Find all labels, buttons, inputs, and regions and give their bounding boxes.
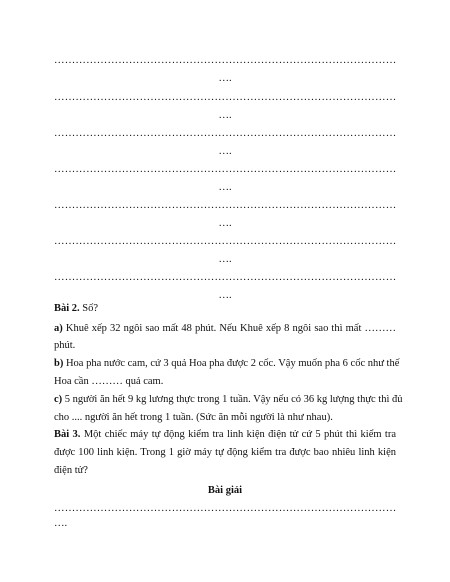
answer-line-4: …………………………………………………………………………………… xyxy=(54,164,396,175)
answer-line-2-cont: …. xyxy=(218,110,232,121)
bai2-c-text: 5 người ăn hết 9 kg lương thực trong 1 tuần. Vậy nếu có 36 kg lượng thực thì đủ xyxy=(64,394,403,405)
bai2-b-label: b) xyxy=(54,358,64,369)
bai2-c-line1 xyxy=(54,393,403,407)
answer-line-7: …………………………………………………………………………………… xyxy=(54,272,396,283)
bai2-a-line2: phút. xyxy=(54,340,76,351)
bai2-c-label: c) xyxy=(54,394,63,405)
answer-line-4-cont: …. xyxy=(218,182,232,193)
answer-line-6: …………………………………………………………………………………… xyxy=(54,236,396,247)
answer-line-1: …………………………………………………………………………………… xyxy=(54,55,396,66)
bai2-c-line2: cho .... người ăn hết trong 1 tuần. (Sức ăn mỗi người là như nhau). xyxy=(54,412,333,423)
answer-line-1-cont: …. xyxy=(218,73,232,84)
answer-line-2: …………………………………………………………………………………… xyxy=(54,92,396,103)
solution-heading: Bài giải xyxy=(207,485,243,496)
bai3-text: Một chiếc máy tự động kiểm tra linh kiện điện tử cứ 5 phút thì kiểm tra xyxy=(83,429,396,440)
bai2-label: Bài 2. xyxy=(54,303,80,314)
bai2-prompt: Số? xyxy=(82,303,99,314)
answer-line-5: …………………………………………………………………………………… xyxy=(54,200,396,211)
answer-line-5-cont: …. xyxy=(218,218,232,229)
bai2-a-label: a) xyxy=(54,323,63,334)
answer-line-7-cont: …. xyxy=(218,290,232,301)
bai2-b-line1 xyxy=(54,357,400,371)
solution-line-cont: …. xyxy=(54,518,68,529)
bai3-line1 xyxy=(54,428,396,442)
answer-line-3-cont: …. xyxy=(218,146,232,157)
bai3-label: Bài 3. xyxy=(54,429,81,440)
bai2-b-line2: Hoa cần ……… quả cam. xyxy=(54,376,164,387)
bai3-line2: được 100 linh kiện. Trong 1 giờ máy tự động kiểm tra được bao nhiêu linh kiện xyxy=(54,447,396,458)
answer-line-3: …………………………………………………………………………………… xyxy=(54,128,396,139)
bai2-b-text: Hoa pha nước cam, cứ 3 quả Hoa pha được 2 cốc. Vậy muốn pha 6 cốc như thế xyxy=(65,358,400,369)
bai3-line3: điện tử? xyxy=(54,465,88,476)
solution-line: …………………………………………………………………………………… xyxy=(54,503,396,514)
bai2-a-text: Khuê xếp 32 ngôi sao mất 48 phút. Nếu Khuê xếp 8 ngôi sao thì mất ……… xyxy=(65,323,397,334)
bai2-a-line1 xyxy=(54,322,396,336)
bai2-title xyxy=(54,302,396,316)
answer-line-6-cont: …. xyxy=(218,254,232,265)
